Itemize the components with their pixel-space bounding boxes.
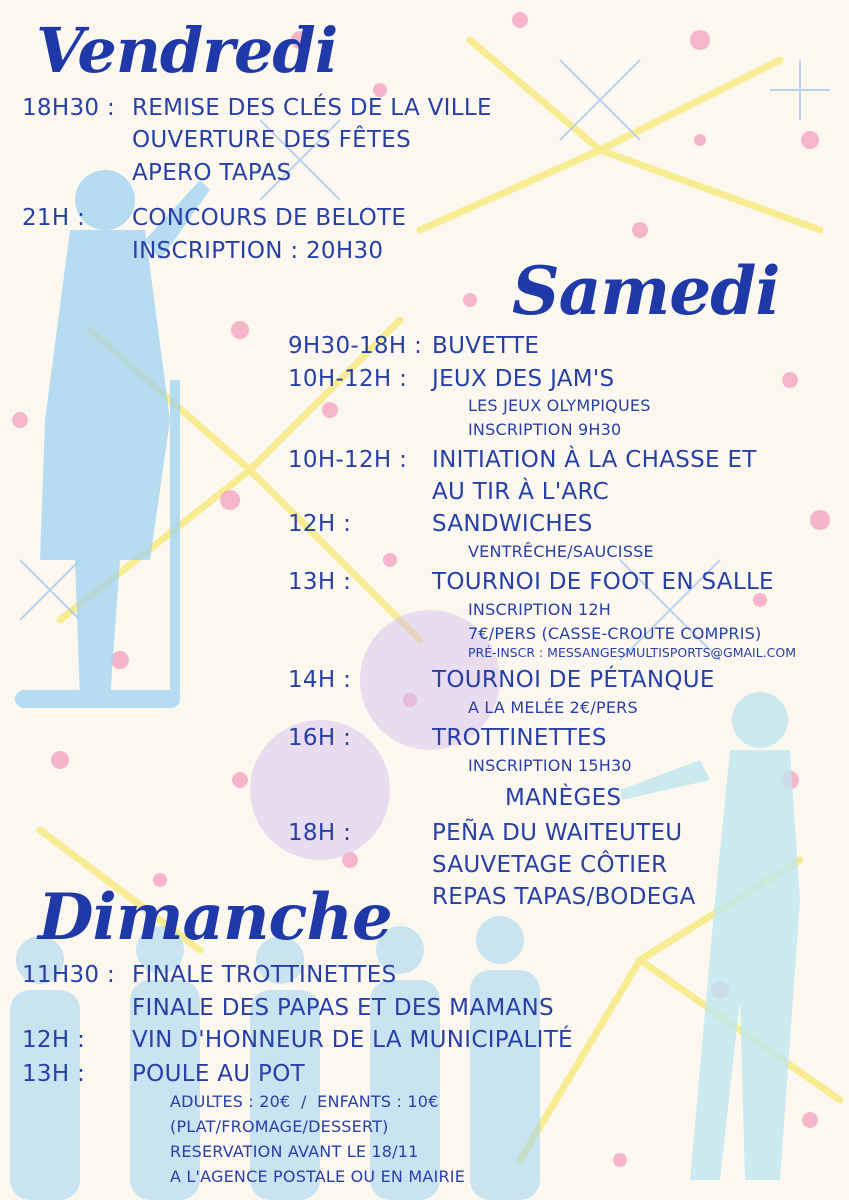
saturday-event-5-sub-2: 7€/PERS (CASSE-CROUTE COMPRIS) (468, 624, 762, 643)
saturday-event-2-sub-2: INSCRIPTION 9H30 (468, 420, 622, 439)
saturday-event-8-line-2: SAUVETAGE CÔTIER (432, 852, 668, 878)
saturday-event-4-time: 12H : (288, 511, 352, 537)
sunday-event-1-line-1: FINALE TROTTINETTES (132, 962, 397, 988)
saturday-event-8-time: 18H : (288, 820, 352, 846)
saturday-event-3-line-2: AU TIR À L'ARC (432, 479, 610, 505)
friday-event-1-line-3: APERO TAPAS (132, 160, 292, 186)
sunday-event-2-time: 12H : (22, 1027, 86, 1053)
saturday-event-8-line-3: REPAS TAPAS/BODEGA (432, 884, 696, 910)
sunday-event-3-sub-1: ADULTES : 20€ / ENFANTS : 10€ (170, 1092, 439, 1111)
sunday-event-1-time: 11H30 : (22, 962, 115, 988)
friday-event-1-time: 18H30 : (22, 95, 115, 121)
friday-event-1-line-1: REMISE DES CLÉS DE LA VILLE (132, 95, 492, 121)
saturday-event-5-line-1: TOURNOI DE FOOT EN SALLE (432, 569, 774, 595)
saturday-event-3-time: 10H-12H : (288, 447, 408, 473)
sunday-event-3-sub-4: A L'AGENCE POSTALE OU EN MAIRIE (170, 1167, 466, 1186)
saturday-event-5-sub-3: PRÉ-INSCR : MESSANGESMULTISPORTS@GMAIL.COM (468, 645, 797, 660)
saturday-event-1-line-1: BUVETTE (432, 333, 540, 359)
saturday-event-4-line-1: SANDWICHES (432, 511, 593, 537)
sunday-event-2-line-1: VIN D'HONNEUR DE LA MUNICIPALITÉ (132, 1027, 573, 1053)
saturday-event-5-sub-1: INSCRIPTION 12H (468, 600, 612, 619)
sunday-event-3-time: 13H : (22, 1061, 86, 1087)
friday-event-2-line-1: CONCOURS DE BELOTE (132, 205, 407, 231)
sunday-event-3-sub-3: RESERVATION AVANT LE 18/11 (170, 1142, 419, 1161)
saturday-event-5-time: 13H : (288, 569, 352, 595)
sunday-title: Dimanche (38, 880, 392, 955)
sunday-event-3-sub-2: (PLAT/FROMAGE/DESSERT) (170, 1117, 389, 1136)
saturday-event-2-sub-1: LES JEUX OLYMPIQUES (468, 396, 651, 415)
saturday-event-6-time: 14H : (288, 667, 352, 693)
saturday-title: Samedi (512, 252, 780, 330)
saturday-event-4-sub-1: VENTRÊCHE/SAUCISSE (468, 542, 654, 561)
sunday-event-1-line-2: FINALE DES PAPAS ET DES MAMANS (132, 995, 554, 1021)
friday-event-1-line-2: OUVERTURE DES FÊTES (132, 127, 412, 153)
friday-title: Vendredi (36, 14, 338, 87)
saturday-event-2-line-1: JEUX DES JAM'S (432, 366, 615, 392)
saturday-event-7-sub-1: INSCRIPTION 15H30 (468, 756, 632, 775)
saturday-event-3-line-1: INITIATION À LA CHASSE ET (432, 447, 757, 473)
saturday-event-8-line-1: PEÑA DU WAITEUTEU (432, 820, 683, 846)
saturday-event-6-line-1: TOURNOI DE PÉTANQUE (432, 667, 715, 693)
saturday-event-7-line-1: TROTTINETTES (432, 725, 607, 751)
silhouette-archer (620, 692, 800, 1180)
saturday-event-7-time: 16H : (288, 725, 352, 751)
sunday-event-3-line-1: POULE AU POT (132, 1061, 305, 1087)
saturday-event-2-time: 10H-12H : (288, 366, 408, 392)
saturday-event-7-line-2: MANÈGES (505, 785, 622, 811)
friday-event-2-time: 21H : (22, 205, 86, 231)
saturday-event-6-sub-1: A LA MELÉE 2€/PERS (468, 698, 638, 717)
saturday-event-1-time: 9H30-18H : (288, 333, 423, 359)
friday-event-2-line-2: INSCRIPTION : 20H30 (132, 238, 384, 264)
